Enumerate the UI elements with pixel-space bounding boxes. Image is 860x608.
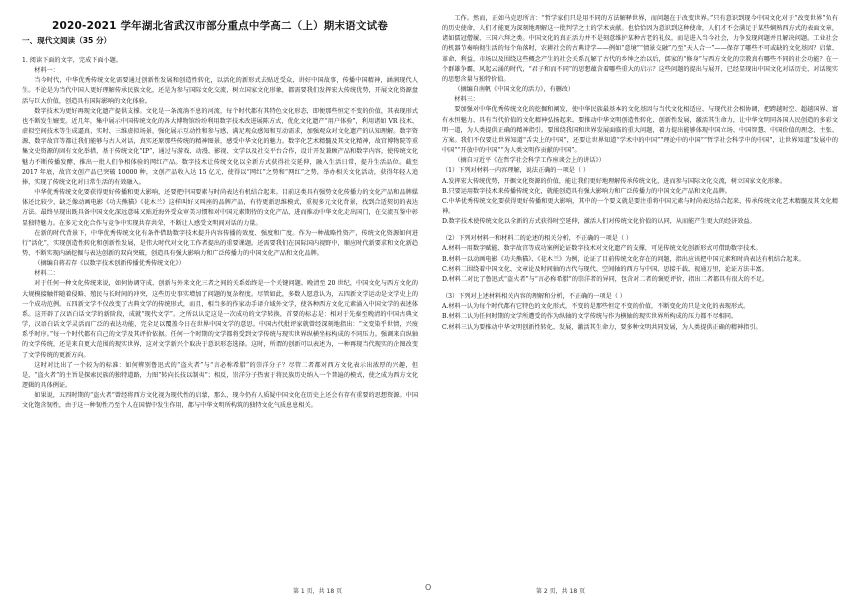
option-a: A.发挥宏大传统优势，开掘文化资源的价值，能让我们更好地理解传承传统文化，进而参与国际文化交流，树立国家文化形象。 <box>442 177 787 185</box>
section-heading: 一、现代文阅读（35 分） <box>22 36 112 45</box>
paragraph: 当今时代，中华优秀传统文化需要通过创新性发展和创造性转化，以活化的新形式去贴近受众，讲好中国故事，传播中国精神，涵润现代人生。不论是为当代中国人更好理解传承民族文化，还是为参与国际文化交流，树立国家文化形象，都需要我们发挥宏大传统优势，开展文化资源盘活与巨大价值，创造具有国际影响的文化体验。 <box>22 77 418 105</box>
option-a: A.材料一认为每个时代都有它特色的文化形式，不变的是那些恒定不变的价值，不断变化的只是文化的表现形式。 <box>442 303 750 311</box>
option-c: C.材料三认为要推动中华文明创新性转化、发展，激活其生命力，要多种文明共同发展，为人类提供正确的精神指引。 <box>442 323 762 331</box>
paragraph: 对于任何一种文化传统来说，如何协调守成、创新与外来文化三者之间的关系始终是一个关键问题。晚清至 20 世纪，中国文化与西方文化的大规模接触伴随着侵略、殖民与长时间的冲突，这些历史事实增加了问题的复杂程度。尽管如此，多数人愿意认为，五四新文学运动是文学史上的一个成功范例。五四新文学不仅改变了古典文学的传统形式，而且，相当多的作家动手译介域外文学，使各种西方文化元素涌入中国文学的表述体系。这开辟了汉语白话文学的新阶段，成就“现代文学”。之所以认定这是一次成功的文学转换，首要的标志是：相对于先秦至晚清的中国古典文学，汉语白话文学灵活而广泛的表达功能，完全足以覆盖今日在世界中国文学的意思。中国古代批评家就曾经深刻地指出：“文变染乎世情，兴废系乎时序。”每一个时代都有自己的文学及其评价依据。任何一个时期的文学都将受到文学传统与现实世界纵横坐标构成的不同压力。强调来自纵轴的文学传统，还是来自更大范围的现实世界，这对文学新兴个取决于意识形态选择。这时，所谓的创新可以表述为，一种再现当代现实的企图改变了文学传统的更新方向。 <box>22 280 418 359</box>
option-a: A.材料一用数字赋能、数字故宫等成功案例论证数字技术对文化遗产的支撑，可见传统文化创新形式可借助数字技术。 <box>442 245 762 253</box>
material-label: 材料二： <box>34 270 59 278</box>
source-citation: （摘编自南帆《中国文化的活力》，有删改） <box>454 86 575 94</box>
option-b: B.材料二认为任何时期的文学所遭受的作为纵轴的文学传统与作为横轴的现实世界所构成的压力都不尽相同。 <box>442 313 738 321</box>
binding-mark: O <box>425 583 432 592</box>
source-citation: （摘编自蒋若存《以数字技术创新传播优秀传统文化》） <box>34 260 185 268</box>
page-number-right: 第 2 页，共 18 页 <box>536 588 586 595</box>
paragraph: 数字技术为更好再现文化遗产提供支撑。文化是一条流淌不息的河流，每个时代都有其特色文化形态，即便那些恒定不变的价值，其表现形式也不断发生嬗变。近几年，集中展示中国传统文化的各大博物馆纷纷利用数字技术改进展陈方式，优化文化遗产“用户体验”，利用诸如 VR 技术、虚拟空间技术等生成逼真、实时、三维虚拟场景，强化展示互动性和参与感，满足观众感知和互动需求，加强观众对文化遗产的认知理解。数字资源、数字故宫等都让我们能够与古人对话，真实还原那些传统的精神图景，感受中华文化的魅力。数字化艺术精髓及其文化精神，故宫博物院等重集文史资源的固有文化举措，基于传统文化“IP”，通过与游戏、动漫、影视、文学以及社交平台合作，设计开发兼顾产品和数字内容，使传统文化魅力不断传播发酵，推出一批人们争相体验的网红产品。数字技术让传统文化以全新方式获得社交延伸，融入生活日常，提升生活品位。截至 2017 年底，故宫文创产品已突破 10000 种，文创产品收入达 15 亿元，使得以“网红”之势和“网红”之势，举办相关文化活动，获得年轻人追捧，实现了传统文化对日常生活的有效融入。 <box>22 107 418 186</box>
paragraph: 要加强对中华优秀传统文化的挖掘和阐发，使中华民族最基本的文化基因与当代文化相适应、与现代社会相协调，把跨越时空、超越国界、富有永恒魅力、具有当代价值的文化精神弘扬起来。要推动中华文明创造性转化、创新性发展，激活其生命力，让中华文明同各国人民创造的多彩文明一道，为人类提供正确的精神指引。要围绕我国和世界发展面临的重大问题，着力提出能够体现中国立场、中国智慧、中国价值的理念、主张、方案。我们不仅要让世界知道“舌尖上的中国”，还要让世界知道“学术中的中国”“理论中的中国”“哲学社会科学中的中国”，让世界知道“发展中的中国”“开放中的中国”“为人类文明作贡献的中国”。 <box>442 106 838 155</box>
exam-title: 2020-2021 学年湖北省武汉市部分重点中学高二（上）期末语文试卷 <box>52 20 388 32</box>
source-citation: （摘自习近平《在哲学社会科学工作座谈会上的讲话》） <box>454 157 605 165</box>
paragraph: 如果说，五四时期的“盗火者”曾经将西方文化视为现代性的启蒙，那么，现今仍有人质疑中国文化在历史上还会有存有重要的思想资源。中国文化饱含韧性，由于这一种韧性乃至个人在国情中发生作用，都与中华文明所构筑的独特文化气质息息相关。 <box>22 392 418 410</box>
option-d: D.材料二对比了鲁迅式“盗火者”与“言必称希腊”的崇洋者的异同，包含对二者的褒贬评价，指出二者都具有很大的不足。 <box>442 275 769 283</box>
question-3: （3）下列对上述材料相关内容的理解和分析，不正确的一项是（ ） <box>442 293 626 301</box>
question-2: （2）下列对材料一和材料二的论述的相关分析，不正确的一项是（ ） <box>442 235 633 243</box>
option-c: C.材料二围绕着中国文化、文章论及时间轴的古代与现代、空间轴的西方与中国、思接千载、视通万里，论证方法丰富。 <box>442 265 768 273</box>
question-1: （1）下列对材料一内容理解，说法正确的一项是（ ） <box>442 167 590 175</box>
material-label: 材料一： <box>34 67 59 75</box>
option-b: B.只要运用数字技术来传播传统文化，就能创造具有强大影响力和广泛传播力的中国文化产品和文化品牌。 <box>442 187 731 195</box>
option-d: D.数字技术使传统文化以全新的方式获得时空延伸，激活人们对传统文化价值的认同，从而能产生更大的经济效益。 <box>442 218 756 226</box>
paragraph: 工作。然而，正如马克思所言：“哲学家们只是用不同的方法解释世界，而问题在于改变世界。”只有意识到现今中国文化对于“改变世界”负有的历史使命，人们才能更为深刻地理解这一批判学之士的学术贡献。也恰恰因为意识到这种使命，人们才不会满足于某些娴熟西方式的表面文章，诸如儒冠僧履、三国六拜之类。中国文化的真正活力并不是刻意维护某种古老的礼仪，而是进入当今社会，力争发现问题并且解决问题。工业社会的机器节奏响彻生活的每个角落时，农耕社会的古典诗学——例如“意境”“情景交融”乃至“天人合一”——保存了哪些不可或缺的文化基因？启蒙、革命、利益、市场以及围绕这些概念产生的社会关系瓦解了古代的乡绅之治以后，儒家的“修身”与西方文化的宗教真有哪些不同的社会功能？在一个群雄争霸、风起云涌的时代，“君子和而不同”的思想蕴含着哪些重大的启示？这些问题的提出与展开，已经显现出中国文化对话历史、对话现实的思想含量与独特价值。 <box>442 15 838 83</box>
paragraph: 在新的时代背景下，中华优秀传统文化有条件借助数字技术提升内容传播的效度、强度和广度。作为一种战略性资产，传统文化资源如何进行“活化”，实现创造性转化和创新性发展，是伟大时代对文化工作者提出的重要课题。还需要我们在国际国内视野中，顺应时代新要求和文化新趋势，不断实现内涵挖掘与表达创新的双向突破，创造具有强大影响力和广泛传播力的中国文化产品和文化品牌。 <box>22 229 418 257</box>
option-b: B.材料一以动画电影《功夫熊猫》、《花木兰》为例，论证了目前传统文化存在的问题，指出应该把中国元素和时尚表达有机结合起来。 <box>442 255 805 263</box>
paragraph: 这时对比出了一个较为的标准：如何辨别鲁迅式的“盗火者”与“言必称希腊”的崇洋分子？尽管二者都对西方文化表示出浓厚的兴趣，但是，“盗火者”的主旨是探索民族的独特道路，力图“转向长技以制夷”；相反，崇洋分子热衷于将民族历史纳入一个普遍的模式，使之成为西方文化逻辑的具体例证。 <box>22 361 418 389</box>
page-number-left: 第 1 页，共 18 页 <box>293 588 343 595</box>
question-intro: 1. 阅读下面的文字，完成下面小题。 <box>22 57 122 64</box>
option-c: C.中华优秀传统文化要获得更好传播和更大影响，其中的一个要义就是要注重将中国元素与时尚表达结合起来，传承传统文化艺术精髓及其文化精神。 <box>442 197 838 215</box>
material-label: 材料三： <box>454 96 479 104</box>
paragraph: 中华优秀传统文化要获得更好传播和更大影响，还要把中国要素与时尚表达有机结合起来。目前这类具有强势文化传播力的文化产品和品牌媒体还比较少，缺乏像动画电影《功夫熊猫》《花木兰》这样叫好又叫座的品牌产品，有待更新思维模式，重视多元文化背景，找到合适契切的表达方法。最终呈现出既具备中国文化深远意味又贴近海外受众审美习惯和对中国元素期待的文化产品，进而推动中华文化走出国门，在交流互鉴中彰显独特魅力。在多元文化合作与竞争中实现共存共荣，不断让人感受文明间对话的力量。 <box>22 189 418 227</box>
page-right <box>430 0 860 608</box>
